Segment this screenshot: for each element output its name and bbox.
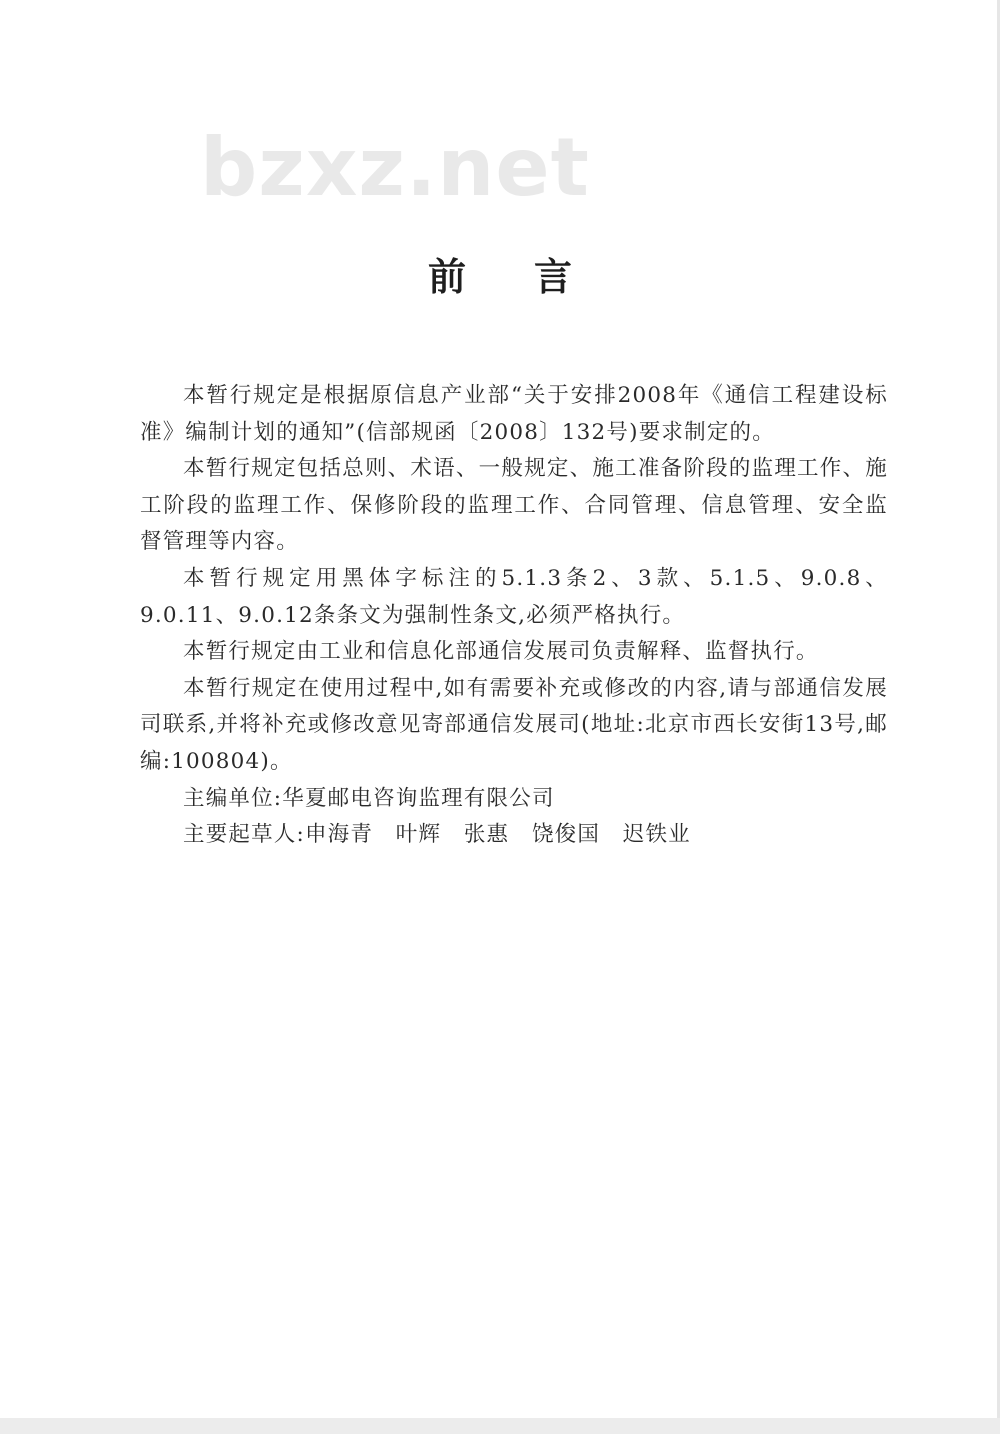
paragraph-mandatory: 本暂行规定用黑体字标注的5.1.3条2、3款、5.1.5、9.0.8、9.0.11、9.0.12条条文为强制性条文,必须严格执行。 xyxy=(140,565,888,628)
paragraph-feedback: 本暂行规定在使用过程中,如有需要补充或修改的内容,请与部通信发展司联系,并将补充或修改意见寄部通信发展司(地址:北京市西长安街13号,邮编:100804)。 xyxy=(140,675,888,774)
title-char-2: 言 xyxy=(534,254,573,299)
paragraph-chief-editor: 主编单位:华夏邮电咨询监理有限公司 xyxy=(183,785,555,811)
watermark: bzxz.net xyxy=(200,121,590,214)
paragraph-interpretation: 本暂行规定由工业和信息化部通信发展司负责解释、监督执行。 xyxy=(183,639,819,665)
bottom-strip xyxy=(0,1418,1000,1434)
paragraph-drafters: 主要起草人:申海青 叶辉 张惠 饶俊国 迟铁业 xyxy=(183,822,691,848)
paragraph-scope: 本暂行规定包括总则、术语、一般规定、施工准备阶段的监理工作、施工阶段的监理工作、保修阶段的监理工作、合同管理、信息管理、安全监督管理等内容。 xyxy=(140,456,888,555)
title-char-1: 前 xyxy=(427,254,466,299)
paragraph-basis: 本暂行规定是根据原信息产业部“关于安排2008年《通信工程建设标准》编制计划的通知”(信部规函〔2008〕132号)要求制定的。 xyxy=(140,383,888,445)
preface-body xyxy=(140,378,888,854)
page-title xyxy=(0,254,1000,299)
